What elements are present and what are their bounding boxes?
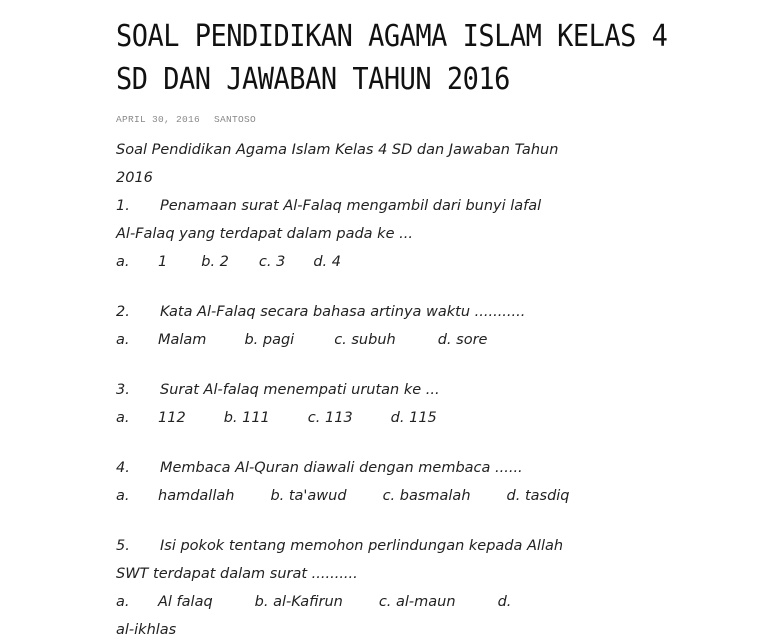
option-a: 112 [158,410,186,426]
option-b: b. 2 [201,254,229,270]
question-number: 5. [116,538,130,554]
option-c: c. al-maun [378,594,456,610]
question-1 [116,192,676,276]
option-a: Malam [158,332,207,348]
post-title[interactable] [116,16,676,101]
option-d: d. sore [437,332,488,348]
answer-options [116,482,676,510]
question-line [116,454,676,482]
option-d-continued: al-ikhlas [116,622,177,638]
question-line [116,192,676,220]
option-b: b. al-Kafirun [254,594,343,610]
question-4 [116,454,676,510]
option-a-label: a. [116,410,130,426]
question-number: 4. [116,460,130,476]
option-a-label: a. [116,594,130,610]
option-a: 1 [158,254,168,270]
question-text-continued: SWT terdapat dalam surat .......... [116,566,358,582]
article [116,16,676,644]
question-5 [116,532,676,644]
option-a: hamdallah [158,488,235,504]
option-d: d. [497,594,512,610]
option-c: c. basmalah [382,488,471,504]
post-author[interactable]: SANTOSO [214,114,257,125]
option-d: d. tasdiq [506,488,570,504]
question-number: 2. [116,304,130,320]
option-b: b. ta'awud [270,488,347,504]
option-c: c. subuh [334,332,396,348]
post-title-line-2: SD DAN JAWABAN TAHUN 2016 [116,61,510,97]
question-line [116,376,676,404]
question-text: Isi pokok tentang memohon perlindungan kepada Allah [160,538,564,554]
answer-options [116,248,676,276]
option-d: d. 4 [313,254,341,270]
question-text: Penamaan surat Al-Falaq mengambil dari bunyi lafal [160,198,542,214]
option-b: b. 111 [223,410,270,426]
intro-line-1: Soal Pendidikan Agama Islam Kelas 4 SD dan Jawaban Tahun [116,142,559,158]
post-date[interactable]: APRIL 30, 2016 [116,114,201,125]
post-body [116,136,676,644]
option-a-label: a. [116,254,130,270]
question-2 [116,298,676,354]
question-number: 3. [116,382,130,398]
answer-options [116,326,676,354]
question-text: Surat Al-falaq menempati urutan ke ... [160,382,440,398]
option-a: Al falaq [158,594,213,610]
question-text: Membaca Al-Quran diawali dengan membaca ...... [160,460,523,476]
option-d: d. 115 [390,410,437,426]
post-title-line-1: SOAL PENDIDIKAN AGAMA ISLAM KELAS 4 [116,19,668,55]
option-c: c. 113 [307,410,353,426]
answer-options [116,404,676,432]
option-b: b. pagi [244,332,295,348]
option-c: c. 3 [258,254,286,270]
intro-line-2: 2016 [116,170,153,186]
question-line [116,298,676,326]
question-text: Kata Al-Falaq secara bahasa artinya waktu ........... [160,304,526,320]
answer-options [116,588,676,616]
question-3 [116,376,676,432]
option-a-label: a. [116,332,130,348]
question-line [116,532,676,560]
question-number: 1. [116,198,130,214]
intro-text [116,136,606,192]
option-a-label: a. [116,488,130,504]
post-meta [116,114,676,128]
question-text-continued: Al-Falaq yang terdapat dalam pada ke ... [116,226,413,242]
